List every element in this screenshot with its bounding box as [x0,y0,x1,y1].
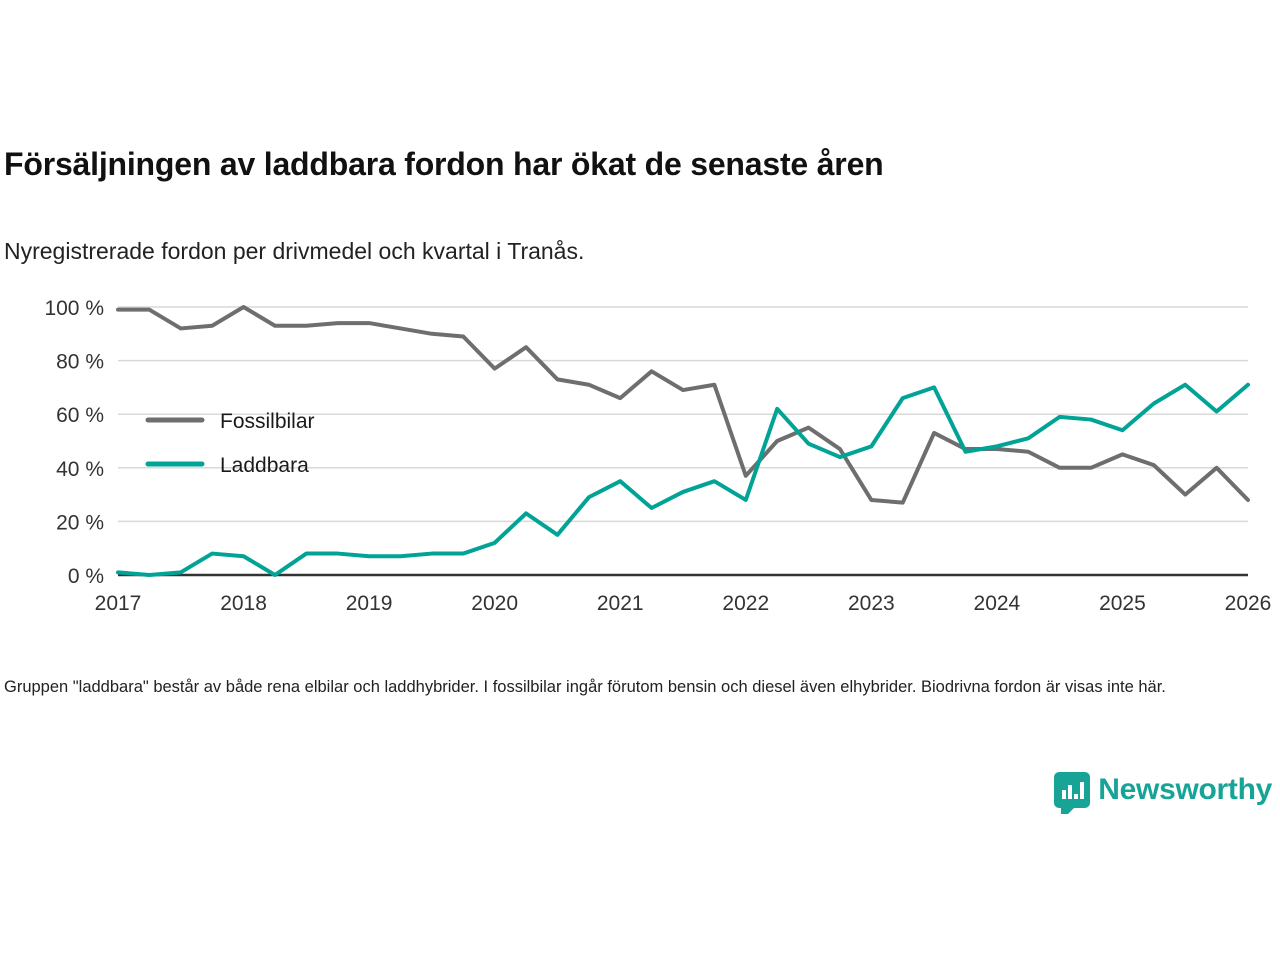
legend-label-laddbara: Laddbara [220,454,309,477]
y-tick-label: 60 % [56,404,104,428]
x-tick-label: 2021 [596,592,644,615]
page-title: Försäljningen av laddbara fordon har ökat de senaste åren [4,146,884,182]
newsworthy-icon [1054,772,1090,808]
line-chart [0,285,1280,630]
x-axis-labels [95,592,1272,615]
y-tick-label: 40 % [56,457,104,481]
chart-footnote: Gruppen "laddbara" består av både rena elbilar och laddhybrider. I fossilbilar ingår förutom bensin och diesel även elhybrider. Biodrivna fordon är visas inte här. [4,678,1166,696]
bar-chart-icon [1062,782,1084,799]
y-tick-label: 100 % [44,297,104,320]
page-subtitle: Nyregistrerade fordon per drivmedel och kvartal i Tranås. [4,238,585,264]
y-axis-labels [44,297,104,588]
x-tick-label: 2022 [722,592,770,615]
x-tick-label: 2018 [220,592,267,615]
y-tick-label: 20 % [56,511,104,535]
x-tick-label: 2026 [1224,592,1272,615]
x-tick-label: 2019 [345,592,393,615]
y-tick-label: 80 % [56,350,104,374]
series-lines [118,307,1248,575]
chart-legend [148,410,315,477]
brand-logo [1054,772,1272,808]
chart-svg [0,285,1280,630]
x-tick-label: 2025 [1099,592,1146,615]
brand-name: Newsworthy [1098,773,1272,806]
x-tick-label: 2024 [973,592,1021,615]
legend-label-fossilbilar: Fossilbilar [220,410,315,433]
y-tick-label: 0 % [67,565,104,588]
x-tick-label: 2017 [94,592,142,615]
x-tick-label: 2023 [847,592,895,615]
x-tick-label: 2020 [471,592,519,615]
